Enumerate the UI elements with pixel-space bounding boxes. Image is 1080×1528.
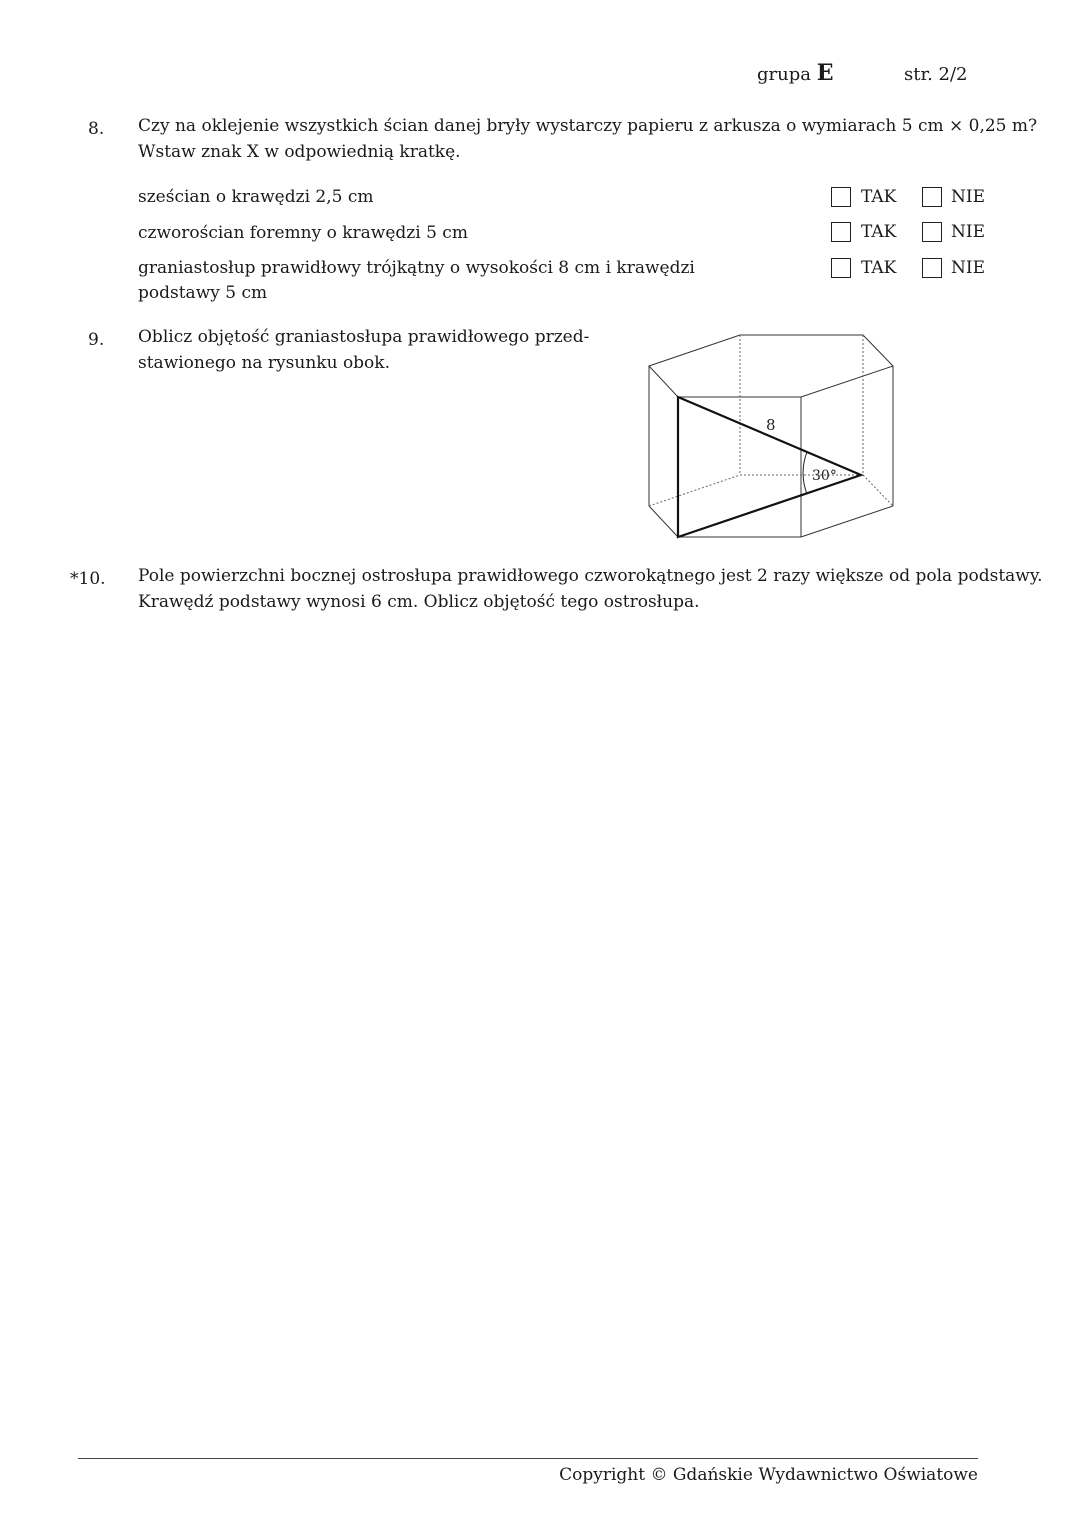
page-number: str. 2/2 (904, 64, 968, 85)
q8-row-3-no-label: NIE (951, 258, 985, 278)
group-letter: E (816, 60, 834, 86)
q8-row-1-no-checkbox[interactable] (922, 187, 942, 207)
angle-arc (803, 452, 807, 494)
group-prefix: grupa (757, 64, 811, 85)
q8-row-2 (138, 221, 468, 246)
q10-text (138, 563, 1043, 615)
q8-row-1-yes-label: TAK (861, 187, 897, 207)
q9-text-line1: Oblicz objętość graniastosłupa prawidłowego przed- (138, 327, 590, 347)
q8-row-3-yes-checkbox[interactable] (831, 258, 851, 278)
q8-row-2-label: czworościan foremny o krawędzi 5 cm (138, 223, 468, 243)
q10-text-line1: Pole powierzchni bocznej ostrosłupa prawidłowego czworokątnego jest 2 razy większe od pola podstawy. (138, 566, 1043, 586)
q8-text-line2: Wstaw znak X w odpowiednią kratkę. (138, 142, 461, 162)
q10-number: *10. (70, 569, 106, 589)
q8-text-line1: Czy na oklejenie wszystkich ścian danej bryły wystarczy papieru z arkusza o wymiarach 5 cm × 0,25 m? (138, 116, 1038, 136)
q8-number: 8. (88, 119, 105, 139)
q8-row-3-label-line2: podstawy 5 cm (138, 283, 268, 303)
angle-label: 30° (812, 468, 837, 484)
footer-divider (78, 1458, 978, 1459)
prism-hidden-edge (863, 475, 893, 506)
q8-row-1 (138, 185, 374, 210)
q9-text (138, 324, 589, 376)
q8-row-3-label-line1: graniastosłup prawidłowy trójkątny o wysokości 8 cm i krawędzi (138, 258, 695, 278)
q10-text-line2: Krawędź podstawy wynosi 6 cm. Oblicz objętość tego ostrosłupa. (138, 592, 700, 612)
q8-row-2-yes-checkbox[interactable] (831, 222, 851, 242)
q8-row-2-no-label: NIE (951, 222, 985, 242)
q8-row-2-no-checkbox[interactable] (922, 222, 942, 242)
q9-number: 9. (88, 330, 105, 350)
q8-row-3 (138, 256, 695, 306)
footer-copyright: Copyright © Gdańskie Wydawnictwo Oświatowe (559, 1465, 978, 1485)
q8-row-2-yes-label: TAK (861, 222, 897, 242)
q8-row-1-label: sześcian o krawędzi 2,5 cm (138, 187, 374, 207)
header-group (757, 60, 834, 86)
prism-top-face (649, 335, 893, 397)
edge-label: 8 (766, 416, 776, 434)
q8-row-3-no-checkbox[interactable] (922, 258, 942, 278)
prism-edge (649, 506, 678, 537)
q9-text-line2: stawionego na rysunku obok. (138, 353, 390, 373)
q8-row-1-yes-checkbox[interactable] (831, 187, 851, 207)
q8-text (138, 113, 1037, 165)
hexagonal-prism-figure (640, 326, 902, 546)
prism-edge (801, 506, 893, 537)
q8-row-1-no-label: NIE (951, 187, 985, 207)
q8-row-3-yes-label: TAK (861, 258, 897, 278)
prism-hidden-edge (649, 475, 740, 506)
